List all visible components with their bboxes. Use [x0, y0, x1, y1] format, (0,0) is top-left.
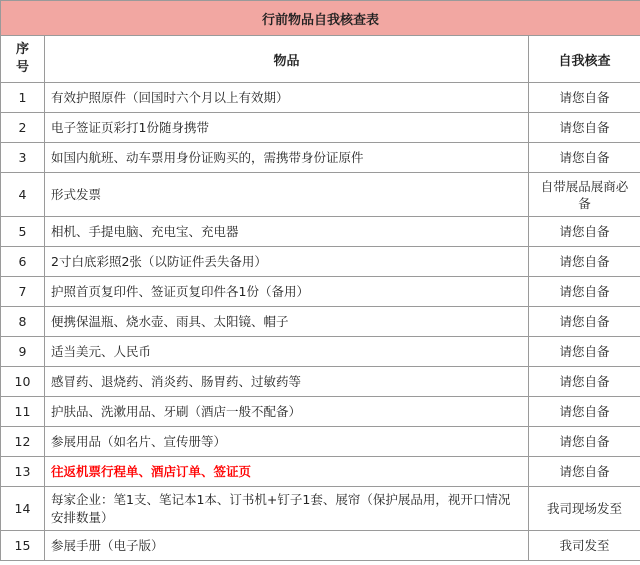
table-row — [1, 487, 640, 531]
row-number: 14 — [1, 487, 45, 531]
table-row — [1, 367, 640, 397]
table-row — [1, 531, 640, 561]
row-number: 10 — [1, 367, 45, 397]
row-item: 2寸白底彩照2张（以防证件丢失备用） — [45, 247, 529, 277]
table-row — [1, 83, 640, 113]
table-row — [1, 277, 640, 307]
row-check: 我司现场发至 — [529, 487, 640, 531]
row-check: 请您自备 — [529, 307, 640, 337]
row-check: 请您自备 — [529, 113, 640, 143]
table-row — [1, 113, 640, 143]
table-title: 行前物品自我核查表 — [1, 1, 640, 36]
row-check: 自带展品展商必备 — [529, 173, 640, 217]
row-number: 12 — [1, 427, 45, 457]
row-number: 9 — [1, 337, 45, 367]
row-item: 如国内航班、动车票用身份证购买的，需携带身份证原件 — [45, 143, 529, 173]
row-item: 便携保温瓶、烧水壶、雨具、太阳镜、帽子 — [45, 307, 529, 337]
row-check: 请您自备 — [529, 457, 640, 487]
row-item: 形式发票 — [45, 173, 529, 217]
header-check: 自我核查 — [529, 36, 640, 83]
table-row — [1, 427, 640, 457]
row-check: 请您自备 — [529, 247, 640, 277]
row-item: 电子签证页彩打1份随身携带 — [45, 113, 529, 143]
row-number: 4 — [1, 173, 45, 217]
row-check: 请您自备 — [529, 277, 640, 307]
row-number: 8 — [1, 307, 45, 337]
header-index — [1, 36, 45, 83]
row-check: 请您自备 — [529, 367, 640, 397]
row-check: 请您自备 — [529, 83, 640, 113]
table-row — [1, 307, 640, 337]
table-row — [1, 337, 640, 367]
row-number: 7 — [1, 277, 45, 307]
table-row — [1, 397, 640, 427]
row-check: 请您自备 — [529, 427, 640, 457]
table-row — [1, 173, 640, 217]
row-check: 请您自备 — [529, 143, 640, 173]
table-row — [1, 457, 640, 487]
header-index-label: 序号 — [15, 42, 29, 75]
row-item: 参展用品（如名片、宣传册等） — [45, 427, 529, 457]
table-row — [1, 247, 640, 277]
table-row — [1, 217, 640, 247]
row-check: 请您自备 — [529, 337, 640, 367]
row-check: 请您自备 — [529, 217, 640, 247]
row-check: 请您自备 — [529, 397, 640, 427]
row-item: 相机、手提电脑、充电宝、充电器 — [45, 217, 529, 247]
table-row — [1, 143, 640, 173]
row-number: 5 — [1, 217, 45, 247]
row-item: 护肤品、洗漱用品、牙刷（酒店一般不配备） — [45, 397, 529, 427]
row-item: 有效护照原件（回国时六个月以上有效期） — [45, 83, 529, 113]
row-item: 感冒药、退烧药、消炎药、肠胃药、过敏药等 — [45, 367, 529, 397]
row-number: 6 — [1, 247, 45, 277]
row-number: 11 — [1, 397, 45, 427]
row-item: 适当美元、人民币 — [45, 337, 529, 367]
row-number: 2 — [1, 113, 45, 143]
row-number: 13 — [1, 457, 45, 487]
row-check: 我司发至 — [529, 531, 640, 561]
row-item-highlighted: 往返机票行程单、酒店订单、签证页 — [45, 457, 529, 487]
row-item: 护照首页复印件、签证页复印件各1份（备用） — [45, 277, 529, 307]
row-number: 3 — [1, 143, 45, 173]
row-number: 1 — [1, 83, 45, 113]
row-item: 参展手册（电子版） — [45, 531, 529, 561]
row-item: 每家企业：笔1支、笔记本1本、订书机+钉子1套、展帘（保护展品用，视开口情况安排数量） — [45, 487, 529, 531]
row-number: 15 — [1, 531, 45, 561]
header-item: 物品 — [45, 36, 529, 83]
